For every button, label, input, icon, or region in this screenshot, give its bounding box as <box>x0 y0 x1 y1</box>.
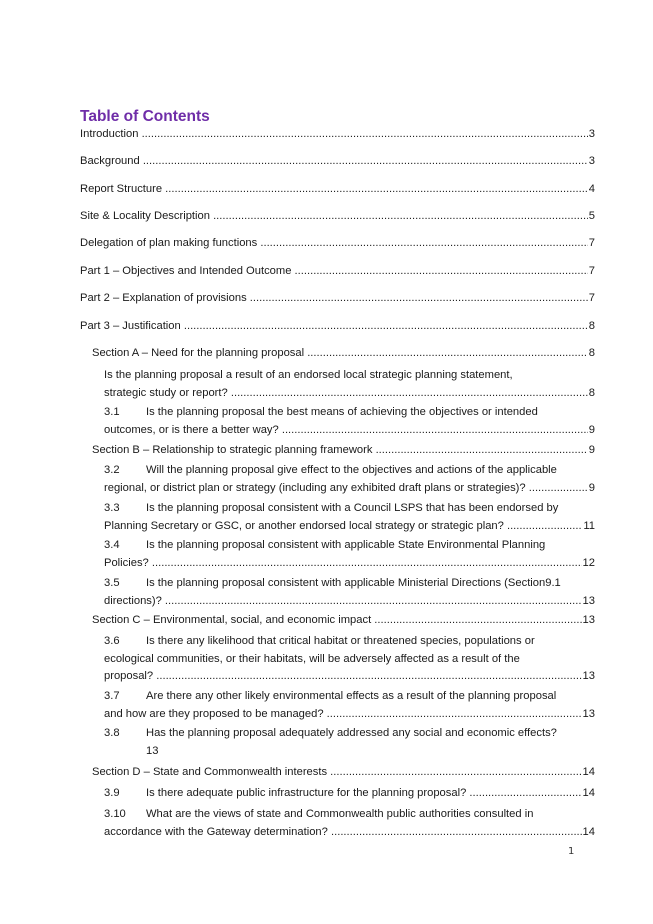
toc-entry-section-b[interactable]: Section B – Relationship to strategic planning framework ..... 9 <box>92 442 595 460</box>
page-number: 1 <box>568 846 575 857</box>
toc-title: Table of Contents <box>80 108 210 125</box>
toc-entry-3-9[interactable]: 3.9 Is there adequate public infrastructure for the planning proposal? ..... 14 <box>104 785 595 803</box>
toc-entry-site-locality[interactable]: Site & Locality Description ..... 5 <box>80 208 595 226</box>
toc-entry-lsps-question[interactable]: Is the planning proposal a result of an endorsed local strategic planning statement, strategic study or report? ..... 8 <box>104 367 595 402</box>
toc-entry-section-c[interactable]: Section C – Environmental, social, and economic impact ..... 13 <box>92 612 595 630</box>
toc-entry-delegation[interactable]: Delegation of plan making functions ..... 7 <box>80 235 595 253</box>
toc-entry-3-1[interactable]: 3.1 Is the planning proposal the best means of achieving the objectives or intended outcomes, or is there a better way? ..... 9 <box>104 404 595 439</box>
toc-entry-3-3[interactable]: 3.3 Is the planning proposal consistent with a Council LSPS that has been endorsed by Planning Secretary or GSC, or another endorsed local strategy or strategic plan? ..... 11 <box>104 500 595 535</box>
toc-entry-3-10[interactable]: 3.10 What are the views of state and Commonwealth public authorities consulted in accordance with the Gateway determination? ..... 14 <box>104 806 595 841</box>
toc-entry-part-1[interactable]: Part 1 – Objectives and Intended Outcome ..... 7 <box>80 263 595 281</box>
toc-entry-report-structure[interactable]: Report Structure ..... 4 <box>80 181 595 199</box>
toc-entry-3-7[interactable]: 3.7 Are there any other likely environmental effects as a result of the planning proposal and how are they proposed to be managed? ..... 13 <box>104 688 595 723</box>
toc-entry-introduction[interactable]: Introduction ..... 3 <box>80 126 595 144</box>
toc-entry-part-2[interactable]: Part 2 – Explanation of provisions ..... 7 <box>80 290 595 308</box>
toc-entry-3-2[interactable]: 3.2 Will the planning proposal give effect to the objectives and actions of the applicable regional, or district plan or strategy (including any exhibited draft plans or strategies)? ..... 9 <box>104 462 595 497</box>
toc-entry-part-3[interactable]: Part 3 – Justification ..... 8 <box>80 318 595 336</box>
toc-entry-3-5[interactable]: 3.5 Is the planning proposal consistent with applicable Ministerial Directions (Section9.1 directions)? ..... 13 <box>104 575 595 610</box>
toc-entry-3-6[interactable]: 3.6 Is there any likelihood that critical habitat or threatened species, populations or ecological communities, or their habitats, will be adversely affected as a result of the proposal? ..... 13 <box>104 633 595 686</box>
toc-entry-3-4[interactable]: 3.4 Is the planning proposal consistent with applicable State Environmental Planning Policies? ..... 12 <box>104 537 595 572</box>
toc-entry-background[interactable]: Background ..... 3 <box>80 153 595 171</box>
toc-entry-section-a[interactable]: Section A – Need for the planning proposal ..... 8 <box>92 345 595 363</box>
toc-entry-3-8[interactable]: 3.8 Has the planning proposal adequately addressed any social and economic effects? 13 <box>104 727 557 757</box>
toc-entry-section-d[interactable]: Section D – State and Commonwealth interests ..... 14 <box>92 764 595 782</box>
